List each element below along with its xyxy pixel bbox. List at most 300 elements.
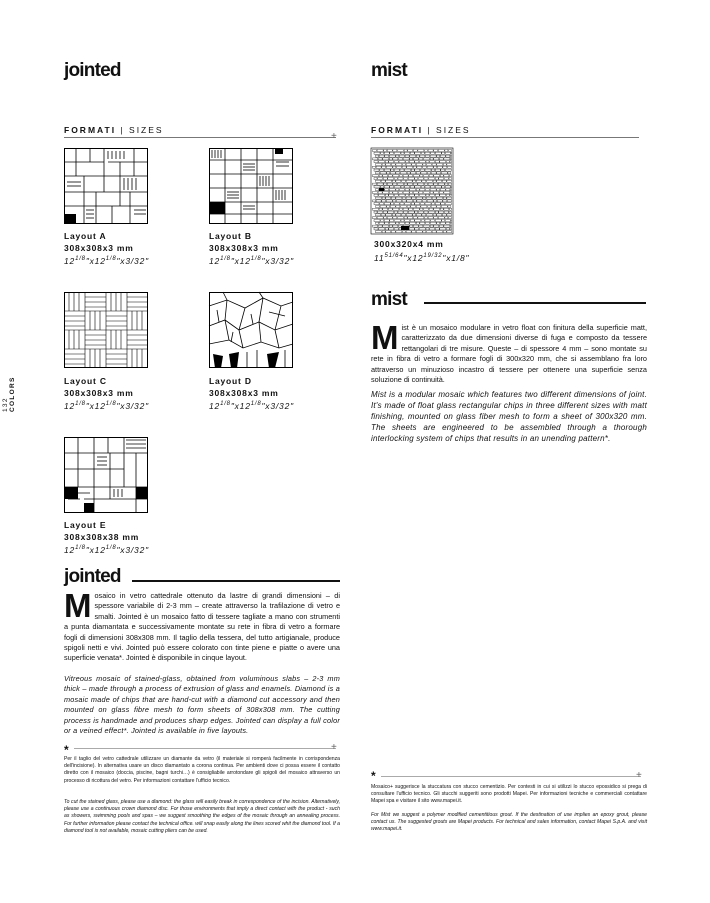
mist-chip bbox=[411, 172, 416, 174]
mist-chip bbox=[447, 231, 452, 233]
mist-chip bbox=[385, 161, 388, 163]
mist-chip bbox=[385, 222, 389, 224]
mist-chip bbox=[384, 203, 390, 205]
mist-chip bbox=[420, 208, 423, 210]
mist-chip bbox=[394, 228, 398, 230]
mist-chip bbox=[444, 211, 448, 213]
mist-chip bbox=[388, 211, 394, 213]
mist-chip bbox=[446, 222, 450, 224]
mist-chip bbox=[419, 228, 425, 230]
mist-chip bbox=[425, 183, 428, 185]
mist-chip bbox=[374, 220, 380, 222]
formats-label: FORMATI bbox=[371, 125, 424, 135]
mist-chip bbox=[389, 161, 394, 163]
mist-chip bbox=[374, 152, 380, 154]
mist-chip bbox=[380, 169, 384, 171]
mist-chip bbox=[444, 192, 450, 194]
mist-chip bbox=[386, 200, 392, 202]
dropcap: M bbox=[371, 319, 399, 356]
mist-chip bbox=[442, 186, 445, 188]
mist-chip bbox=[387, 150, 392, 152]
mist-chip bbox=[376, 164, 382, 166]
layout-name: Layout C bbox=[64, 376, 107, 386]
mist-chip bbox=[451, 192, 452, 194]
mist-chip bbox=[403, 158, 409, 160]
mist-chip bbox=[413, 200, 416, 202]
mist-chip bbox=[409, 175, 413, 177]
mist-chip-dark bbox=[401, 226, 409, 230]
mist-chip bbox=[373, 192, 378, 194]
mist-chip bbox=[430, 228, 435, 230]
mist-chip bbox=[391, 231, 395, 233]
mist-chip bbox=[389, 228, 394, 230]
mist-chip bbox=[376, 200, 381, 202]
mist-chip bbox=[381, 180, 385, 182]
mist-chip bbox=[430, 192, 433, 194]
mist-footnote-en: For Mist we suggest a polymer modified cementitious grout. If the destination of use implies an epoxy grout, please contact us. The suggested grouts are Mapei products. For technical and sales information, contact Mapei S.p.A. and visit www.mapei.it. bbox=[371, 812, 647, 833]
mist-chip bbox=[381, 152, 384, 154]
mist-chip bbox=[384, 186, 389, 188]
mist-chip bbox=[407, 206, 410, 208]
right-formats-heading: FORMATI | SIZES bbox=[371, 125, 471, 135]
mist-desc-rule bbox=[424, 302, 646, 304]
layout-e-tile bbox=[64, 437, 148, 513]
mist-chip bbox=[448, 172, 451, 174]
mist-chip bbox=[415, 203, 420, 205]
mist-chip bbox=[438, 217, 444, 219]
mist-chip bbox=[374, 194, 378, 196]
mist-chip bbox=[379, 194, 385, 196]
mist-chip bbox=[393, 200, 396, 202]
mist-chip bbox=[426, 189, 430, 191]
mist-chip bbox=[394, 152, 400, 154]
mist-chip bbox=[391, 169, 394, 171]
mist-desc-title: mist bbox=[371, 289, 407, 310]
mist-chip bbox=[378, 192, 382, 194]
mist-chip bbox=[445, 186, 450, 188]
mist-chip bbox=[373, 166, 376, 168]
mist-chip bbox=[435, 228, 439, 230]
mist-chip bbox=[396, 206, 400, 208]
jointed-footnote-it: Per il taglio del vetro cattedrale utilizzare un diamante da vetro (il materiale si romperà facilmente in corrispondenza dell'incisione). In alternativa usare un disco diamantato a corona continua. Per ambienti dove ci possa essere il contatto diretto con il mosaico (doccia, piscine, bagni turchi…) è consigliabile arrotondare gli spigoli del mosaico attraverso un processo di ricottura del vetro. Per informazioni contattare l'ufficio tecnico. bbox=[64, 756, 340, 784]
mist-chip bbox=[408, 150, 413, 152]
mist-chip bbox=[381, 186, 384, 188]
layout-e-caption bbox=[64, 520, 149, 556]
mist-chip bbox=[415, 211, 418, 213]
mist-chip bbox=[404, 211, 408, 213]
page-marker bbox=[2, 372, 16, 412]
mist-chip bbox=[413, 208, 419, 210]
mist-chip bbox=[382, 231, 385, 233]
mist-chip bbox=[449, 178, 452, 180]
mist-chip bbox=[400, 222, 405, 224]
mist-chip bbox=[378, 211, 383, 213]
mist-chip bbox=[400, 175, 403, 177]
mist-chip bbox=[406, 214, 412, 216]
mist-chip bbox=[431, 152, 435, 154]
mist-chip bbox=[419, 161, 425, 163]
mist-chip bbox=[443, 166, 447, 168]
mist-chip bbox=[410, 222, 416, 224]
mist-chip bbox=[425, 186, 430, 188]
mist-chip bbox=[426, 194, 429, 196]
mist-chip bbox=[430, 161, 435, 163]
mist-chip bbox=[380, 206, 386, 208]
layout-name: Layout E bbox=[64, 520, 107, 530]
mist-chip bbox=[379, 175, 382, 177]
mist-chip bbox=[410, 220, 414, 222]
mist-chip bbox=[439, 211, 444, 213]
mist-chip bbox=[386, 166, 392, 168]
mist-chip bbox=[379, 228, 385, 230]
mist-chip bbox=[424, 192, 430, 194]
mist-chip bbox=[442, 214, 446, 216]
mist-chip bbox=[416, 214, 421, 216]
mist-chip bbox=[445, 150, 448, 152]
mist-chip bbox=[393, 175, 399, 177]
mist-chip bbox=[413, 150, 417, 152]
mist-chip bbox=[376, 155, 379, 157]
mist-chip bbox=[398, 217, 404, 219]
mist-chip bbox=[425, 169, 431, 171]
mist-chip bbox=[420, 189, 425, 191]
mist-chip bbox=[431, 172, 436, 174]
mist-chip bbox=[420, 155, 425, 157]
mist-chip bbox=[437, 214, 442, 216]
mist-chip bbox=[412, 164, 416, 166]
mist-chip bbox=[440, 161, 446, 163]
mist-chip bbox=[384, 217, 387, 219]
mist-chip bbox=[389, 155, 395, 157]
mist-chip bbox=[411, 203, 414, 205]
mist-chip bbox=[415, 161, 419, 163]
mist-chip bbox=[430, 158, 433, 160]
mist-chip bbox=[426, 222, 430, 224]
mist-chip bbox=[393, 166, 396, 168]
mist-chip bbox=[413, 192, 418, 194]
mist-chip bbox=[439, 192, 443, 194]
mist-chip bbox=[410, 155, 416, 157]
mist-chip bbox=[445, 152, 450, 154]
mist-chip bbox=[374, 178, 377, 180]
mist-chip bbox=[423, 197, 426, 199]
mist-chip bbox=[389, 192, 392, 194]
mist-chip bbox=[440, 155, 445, 157]
mist-chip bbox=[450, 208, 452, 210]
mist-chip bbox=[415, 194, 419, 196]
mist-chip bbox=[424, 208, 429, 210]
mist-chip bbox=[383, 211, 387, 213]
mist-chip bbox=[416, 189, 419, 191]
mist-chip bbox=[439, 178, 444, 180]
mist-chip bbox=[424, 158, 430, 160]
layout-dims: 308x308x3 mm bbox=[64, 387, 134, 398]
mist-chip bbox=[385, 228, 388, 230]
mist-chip bbox=[394, 211, 397, 213]
mist-chip bbox=[390, 172, 395, 174]
mist-chip bbox=[437, 172, 441, 174]
mist-chip bbox=[442, 180, 446, 182]
mist-chip bbox=[403, 175, 408, 177]
mist-chip bbox=[422, 214, 426, 216]
mist-size-mm: 300x320x4 mm bbox=[374, 239, 444, 249]
mist-chip bbox=[427, 200, 433, 202]
mist-chip bbox=[435, 169, 440, 171]
mist-chip bbox=[419, 194, 425, 196]
mist-chip bbox=[444, 225, 450, 227]
right-footnote-mark: * bbox=[371, 769, 376, 783]
mist-chip bbox=[386, 231, 391, 233]
layout-name: Layout D bbox=[209, 376, 252, 386]
layout-inches: $12^{1/8}"x12^{1/8}"x3/32$" bbox=[209, 400, 294, 411]
mist-chip bbox=[384, 152, 389, 154]
mist-chip bbox=[447, 164, 452, 166]
mist-chip bbox=[410, 192, 413, 194]
sizes-label: SIZES bbox=[129, 125, 164, 135]
mist-chip bbox=[387, 217, 392, 219]
mist-chip bbox=[394, 203, 399, 205]
mist-chip bbox=[394, 178, 397, 180]
mist-chip bbox=[379, 161, 385, 163]
mist-chip bbox=[434, 175, 440, 177]
mist-chip bbox=[401, 206, 407, 208]
mist-chip bbox=[406, 194, 409, 196]
mist-chip bbox=[399, 192, 403, 194]
mist-chip bbox=[400, 169, 404, 171]
mist-chip bbox=[439, 225, 443, 227]
mist-chip bbox=[390, 152, 394, 154]
mist-chip bbox=[385, 189, 389, 191]
mist-chip bbox=[376, 206, 380, 208]
mist-chip bbox=[376, 166, 381, 168]
mist-chip bbox=[441, 172, 447, 174]
mist-chip bbox=[446, 228, 449, 230]
mist-chip bbox=[403, 231, 406, 233]
mist-chip bbox=[391, 164, 395, 166]
mist-chip bbox=[420, 169, 424, 171]
mist-chip bbox=[428, 150, 433, 152]
mist-chip bbox=[428, 183, 433, 185]
mist-chip bbox=[428, 217, 433, 219]
mist-chip bbox=[449, 211, 452, 213]
mist-chip bbox=[409, 228, 414, 230]
mist-chip bbox=[416, 164, 422, 166]
mist-chip bbox=[442, 152, 445, 154]
layout-c-caption bbox=[64, 376, 149, 412]
mist-chip bbox=[424, 225, 430, 227]
mist-chip bbox=[381, 214, 385, 216]
mist-chip bbox=[402, 180, 406, 182]
mist-chip bbox=[416, 206, 420, 208]
mist-chip bbox=[401, 152, 404, 154]
mist-chip bbox=[390, 220, 394, 222]
mist-chip bbox=[397, 166, 402, 168]
mist-chip bbox=[437, 164, 443, 166]
mist-chip bbox=[433, 214, 436, 216]
mist-chip bbox=[391, 197, 395, 199]
mist-chip bbox=[445, 183, 448, 185]
mist-chip bbox=[400, 208, 403, 210]
mist-chip bbox=[403, 197, 406, 199]
mist-size-inches: $11^{51/64}"x12^{19/32}"x1/8$" bbox=[374, 252, 470, 263]
mist-chip bbox=[444, 208, 449, 210]
mist-chip bbox=[377, 217, 383, 219]
mist-chip bbox=[418, 211, 423, 213]
mist-chip bbox=[387, 183, 392, 185]
mist-chip bbox=[413, 175, 419, 177]
mist-chip bbox=[407, 166, 413, 168]
layout-c-tile bbox=[64, 292, 148, 368]
layout-d-tile bbox=[209, 292, 293, 368]
plus-mark: + bbox=[331, 742, 337, 753]
mist-chip bbox=[386, 197, 391, 199]
mist-chip bbox=[394, 220, 400, 222]
mist-chip bbox=[434, 166, 437, 168]
layout-dims: 308x308x3 mm bbox=[209, 242, 279, 253]
mist-chip bbox=[425, 152, 430, 154]
mist-chip bbox=[434, 225, 439, 227]
mist-chip bbox=[411, 206, 416, 208]
mist-chip bbox=[385, 194, 388, 196]
mist-chip bbox=[396, 222, 399, 224]
mist-chip bbox=[421, 186, 424, 188]
mist-chip bbox=[406, 180, 412, 182]
mist-chip bbox=[423, 231, 426, 233]
mist-chip bbox=[392, 214, 395, 216]
mist-chip bbox=[401, 172, 407, 174]
mist-chip bbox=[435, 211, 438, 213]
mist-chip bbox=[441, 206, 447, 208]
mist-chip bbox=[388, 208, 392, 210]
mist-chip bbox=[405, 220, 410, 222]
mist-chip bbox=[437, 180, 442, 182]
mist-chip bbox=[400, 155, 405, 157]
mist-chip bbox=[408, 217, 413, 219]
mist-chip bbox=[435, 186, 441, 188]
mist-chip bbox=[393, 208, 399, 210]
mist-chip bbox=[437, 197, 443, 199]
mist-chip bbox=[415, 152, 421, 154]
mist-chip bbox=[402, 166, 406, 168]
mist-chip bbox=[413, 214, 416, 216]
mist-chip bbox=[376, 214, 381, 216]
mist-chip bbox=[451, 220, 452, 222]
layout-inches: $12^{1/8}"x12^{1/8}"x3/32$" bbox=[64, 255, 149, 266]
mist-chip bbox=[374, 203, 379, 205]
mist-chip bbox=[405, 152, 410, 154]
mist-chip bbox=[438, 183, 444, 185]
mist-chip bbox=[435, 178, 438, 180]
mist-chip bbox=[374, 161, 378, 163]
mist-chip bbox=[394, 194, 398, 196]
mist-chip bbox=[379, 222, 384, 224]
mist-chip bbox=[418, 150, 424, 152]
mist-chip bbox=[416, 222, 419, 224]
mist-chip bbox=[450, 161, 452, 163]
mist-chip bbox=[443, 231, 446, 233]
mist-chip bbox=[417, 200, 422, 202]
mist-chip bbox=[432, 203, 435, 205]
mist-chip bbox=[429, 211, 435, 213]
mist-chip bbox=[440, 228, 446, 230]
mist-chip bbox=[419, 225, 423, 227]
mist-chip bbox=[410, 186, 414, 188]
mist-chip bbox=[404, 183, 407, 185]
mist-chip bbox=[439, 158, 443, 160]
mist-chip bbox=[447, 214, 452, 216]
mist-chip bbox=[384, 150, 387, 152]
mist-chip-dark bbox=[379, 188, 384, 191]
mist-chip bbox=[442, 220, 445, 222]
mist-chip bbox=[451, 189, 452, 191]
mist-chip bbox=[445, 220, 450, 222]
layout-dims: 308x308x3 mm bbox=[64, 242, 134, 253]
mist-chip bbox=[382, 200, 386, 202]
mist-chip bbox=[447, 180, 452, 182]
mist-chip bbox=[374, 169, 379, 171]
mist-chip bbox=[424, 178, 428, 180]
mist-chip bbox=[376, 172, 380, 174]
mist-chip bbox=[382, 164, 385, 166]
jointed-desc-rule bbox=[132, 580, 340, 582]
mist-chip bbox=[427, 166, 433, 168]
mist-chip bbox=[396, 189, 399, 191]
mist-chip bbox=[427, 231, 432, 233]
mist-chip bbox=[393, 158, 398, 160]
jointed-title: jointed bbox=[64, 60, 121, 81]
mist-chip bbox=[393, 183, 397, 185]
mist-chip bbox=[398, 211, 403, 213]
mist-chip bbox=[383, 158, 389, 160]
mist-chip bbox=[385, 155, 389, 157]
mist-chip bbox=[421, 220, 424, 222]
mist-desc-it: Mist è un mosaico modulare in vetro float con finitura della superficie matt, caratterizzato da due dimensioni diverse di fuga e composto da tessere rettangolari di tre misure. Queste – di spessore 4 mm – sono montate su rete in fibra di vetro a formare fogli di 300x320 mm, che si assemblano fra loro attraverso un minuzioso incastro di tessere per ottenere una superficie senza soluzione di continuità. bbox=[371, 319, 647, 385]
mist-chip bbox=[450, 194, 452, 196]
mist-chip bbox=[448, 166, 452, 168]
mist-chip bbox=[376, 222, 379, 224]
mist-chip bbox=[400, 189, 405, 191]
mist-chip bbox=[398, 178, 403, 180]
mist-size-caption bbox=[374, 239, 469, 264]
mist-chip bbox=[432, 169, 435, 171]
mist-chip bbox=[380, 203, 384, 205]
mist-chip bbox=[393, 192, 398, 194]
mist-chip bbox=[382, 197, 385, 199]
mist-chip bbox=[425, 150, 428, 152]
mist-chip bbox=[425, 203, 431, 205]
mist-chip bbox=[416, 197, 422, 199]
mist-chip bbox=[373, 175, 379, 177]
mist-chip bbox=[413, 180, 416, 182]
mist-chip bbox=[431, 206, 436, 208]
mist-chip bbox=[403, 208, 408, 210]
mist-chip bbox=[440, 208, 443, 210]
mist-chip bbox=[405, 186, 410, 188]
mist-chip bbox=[408, 211, 414, 213]
mist-chip bbox=[443, 164, 446, 166]
layout-inches: $12^{1/8}"x12^{1/8}"x3/32$" bbox=[209, 255, 294, 266]
mist-chip bbox=[406, 197, 411, 199]
mist-chip bbox=[416, 155, 419, 157]
mist-chip bbox=[413, 217, 417, 219]
mist-chip bbox=[430, 155, 436, 157]
mist-chip bbox=[426, 155, 430, 157]
mist-chip bbox=[373, 225, 378, 227]
mist-chip bbox=[402, 200, 406, 202]
mist-chip bbox=[413, 225, 418, 227]
mist-chip bbox=[437, 189, 440, 191]
mist-chip bbox=[437, 155, 440, 157]
